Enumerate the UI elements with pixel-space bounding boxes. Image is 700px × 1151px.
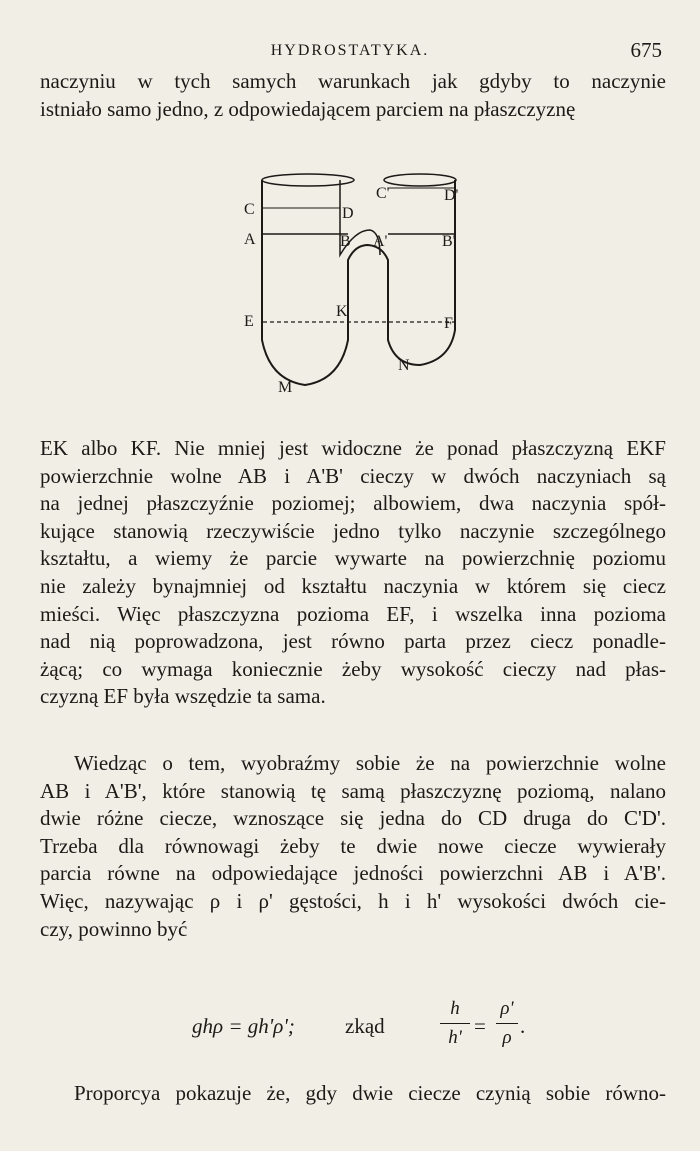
text-line: EK albo KF. Nie mniej jest widoczne że ponad płaszczyzną EKF (40, 436, 666, 460)
text-line: Wiedząc o tem, wyobraźmy sobie że na powierzchnie wolne (74, 751, 666, 775)
communicating-vessels-figure (230, 160, 490, 400)
page-header (0, 34, 700, 64)
text-line: żącą; co wymaga koniecznie żeby wysokość cieczy nad płas- (40, 656, 666, 681)
equation-period: . (520, 1014, 526, 1038)
vessel-diagram (230, 160, 490, 400)
paragraph-two-liquids (40, 750, 666, 943)
text-line: kujące stanowią rzeczywiście jedno tylko naczynie szczególnego (40, 518, 666, 543)
text-line: Proporcya pokazuje że, gdy dwie ciecze czynią sobie równo- (74, 1081, 666, 1105)
fraction-rho-prime-over-rho (496, 998, 518, 1049)
fraction-denominator: ρ (502, 1027, 512, 1048)
label-E: E (244, 313, 254, 330)
text-line: kształtu, a wiemy że parcie wywarte na powierzchnię poziomu (40, 546, 666, 571)
label-C-prime: C' (376, 185, 390, 202)
page-number: 675 (630, 38, 662, 62)
label-C: C (244, 201, 255, 218)
fraction-numerator: ρ' (500, 998, 514, 1019)
label-A-prime: A' (373, 233, 388, 250)
label-B: B (340, 233, 351, 250)
text-line: nad nią poprowadzona, jest równo parta przez ciecz ponadle- (40, 629, 666, 654)
label-D: D (342, 205, 354, 222)
text-line: na jednej płaszczyźnie poziomej; albowiem, dwa naczynia spół- (40, 491, 666, 516)
text-line: nie zależy bynajmniej od kształtu naczynia w którem się ciecz (40, 573, 666, 598)
text-line: czyzną EF była wszędzie ta sama. (40, 684, 326, 709)
text-line: parcia równe na odpowiedające jedności powierzchni AB i A'B'. (40, 861, 666, 886)
running-title: HYDROSTATYKA. (270, 42, 430, 59)
text-line: AB i A'B', które stanowią tę samą płaszczyznę poziomą, nalano (40, 778, 666, 803)
label-B-prime: B' (442, 233, 456, 250)
label-A: A (244, 231, 256, 248)
fraction-numerator: h (450, 998, 460, 1019)
paragraph-ekf (40, 435, 666, 711)
fraction-h-over-h-prime (440, 998, 470, 1049)
label-F: F (444, 315, 453, 332)
text-line: czy, powinno być (40, 916, 188, 941)
text-line: dwie różne ciecze, wznoszące się jedna do CD druga do C'D'. (40, 806, 666, 831)
equation-left-side: ghρ = gh'ρ'; (192, 1014, 295, 1038)
label-D-prime: D' (444, 187, 459, 204)
fraction-denominator: h' (448, 1027, 462, 1048)
vessel-outline (262, 180, 455, 385)
equals-sign: = (474, 1014, 486, 1038)
paragraph-continuation (40, 68, 666, 123)
text-line: Trzeba dla równowagi żeby te dwie nowe ciecze wywierały (40, 833, 666, 858)
equation-connector: zkąd (345, 1014, 385, 1038)
text-line: istniało samo jedno, z odpowiedającem parciem na płaszczyznę (40, 96, 576, 121)
label-M: M (278, 379, 293, 396)
label-N: N (398, 357, 410, 374)
right-rim (384, 174, 456, 186)
text-line: powierzchnie wolne AB i A'B' cieczy w dwóch naczyniach są (40, 463, 666, 488)
paragraph-proportion (40, 1080, 666, 1108)
text-line: naczyniu w tych samych warunkach jak gdyby to naczynie (40, 69, 666, 93)
fraction-bar (496, 1023, 518, 1024)
text-line: Więc, nazywając ρ i ρ' gęstości, h i h' wysokości dwóch cie- (40, 888, 666, 913)
label-K: K (336, 303, 348, 320)
density-height-equation (0, 998, 700, 1058)
text-line: mieści. Więc płaszczyzna pozioma EF, i wszelka inna pozioma (40, 601, 666, 626)
fraction-bar (440, 1023, 470, 1024)
